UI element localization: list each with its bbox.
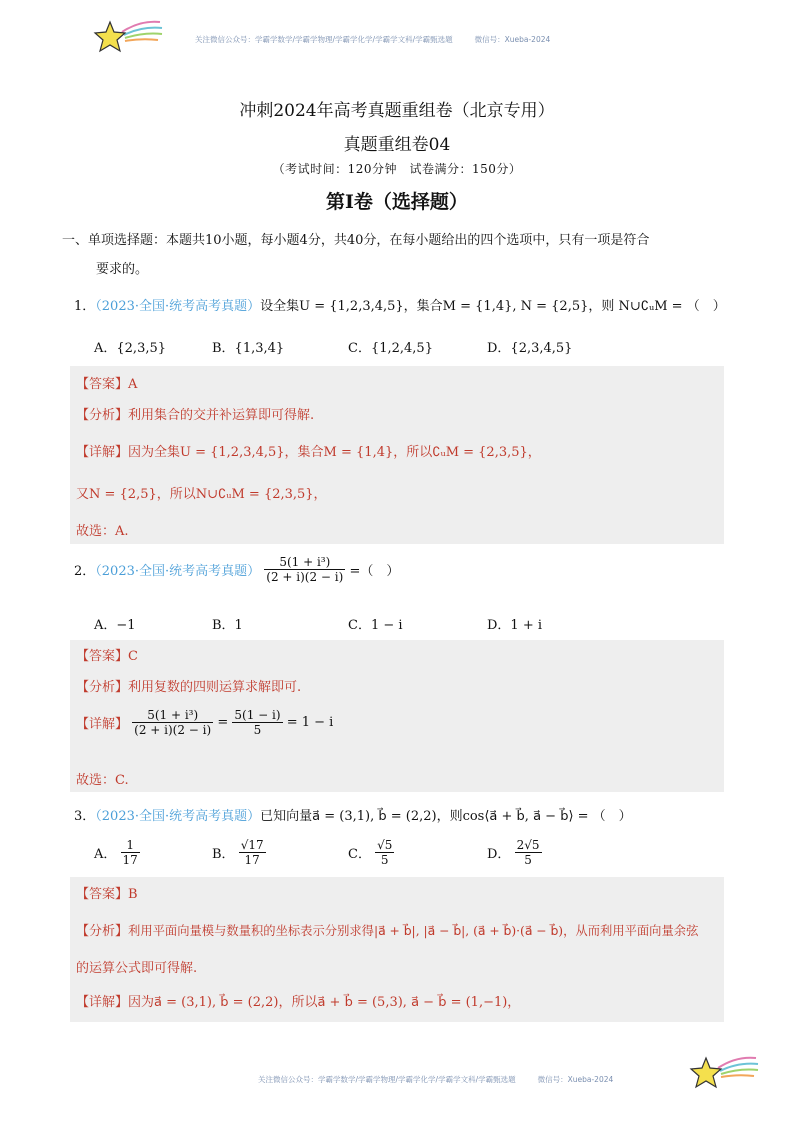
- conclusion-text: 故选：A.: [76, 524, 129, 539]
- instructions-line2: 要求的。: [96, 262, 149, 277]
- option-label: B．: [212, 847, 235, 862]
- answer-label: 【答案】: [76, 377, 129, 392]
- question-1: [74, 295, 726, 314]
- analysis-text: 利用集合的交并补运算即可得解.: [128, 408, 315, 423]
- option-d[interactable]: D．1 + i: [487, 618, 543, 633]
- detail-line: [76, 708, 333, 737]
- section-heading: 第I卷（选择题）: [326, 191, 468, 213]
- detail-line: [76, 991, 520, 1010]
- option-label: A．: [94, 847, 117, 862]
- option-a[interactable]: A．−1: [94, 618, 136, 633]
- fraction: [515, 838, 542, 867]
- star-logo-icon: [688, 1052, 760, 1094]
- conclusion-text: 故选：C.: [76, 773, 129, 788]
- fraction-numerator: √17: [240, 838, 264, 852]
- fraction-denominator: 5: [253, 723, 262, 737]
- fraction-denominator: 5: [380, 853, 389, 867]
- question-stem: 已知向量a⃗ = (3,1), b⃗ = (2,2)，则cos⟨a⃗ + b⃗, a⃗ − b⃗⟩ = （ ）: [260, 809, 632, 824]
- question-stem: 设全集U = {1,2,3,4,5}，集合M = {1,4}, N = {2,5}，则 N∪∁ᵤM = （ ）: [260, 299, 726, 314]
- detail-line: [76, 441, 541, 460]
- footer-text: 关注微信公众号：学霸学数学/学霸学物理/学霸学化学/学霸学文科/学霸甄选题: [258, 1075, 516, 1084]
- header-banner: [195, 34, 550, 45]
- question-source: （2023·全国·统考高考真题）: [95, 564, 261, 579]
- fraction-denominator: 17: [244, 853, 260, 867]
- fraction-numerator: √5: [377, 838, 393, 852]
- question-number: 2．: [74, 564, 96, 579]
- option-c[interactable]: C．{1,2,4,5}: [348, 341, 433, 356]
- answer-label: 【答案】: [76, 887, 129, 902]
- analysis-line: [76, 920, 698, 939]
- question-number: 3．: [74, 809, 96, 824]
- detail-label: 【详解】: [76, 995, 129, 1010]
- answer-value: C: [128, 649, 138, 664]
- answer-line: [76, 883, 138, 902]
- analysis-text-2: 的运算公式即可得解.: [76, 961, 198, 976]
- fraction-denominator: 5: [524, 853, 532, 867]
- option-b[interactable]: B．1: [212, 618, 243, 633]
- detail-label: 【详解】: [76, 717, 129, 732]
- question-source: （2023·全国·统考高考真题）: [95, 299, 261, 314]
- detail-text: 因为全集U = {1,2,3,4,5}，集合M = {1,4}，所以∁ᵤM = {2,3,5}，: [128, 445, 541, 460]
- answer-value: A: [128, 377, 138, 392]
- fraction-denominator: (2 + i)(2 − i): [266, 570, 344, 584]
- equals-sign: =: [217, 715, 229, 730]
- question-3: [74, 805, 632, 824]
- fraction-numerator: 1: [121, 838, 140, 853]
- detail-text: 因为a⃗ = (3,1), b⃗ = (2,2)，所以a⃗ + b⃗ = (5,3), a⃗ − b⃗ = (1,−1)，: [128, 995, 521, 1010]
- answer-line: [76, 373, 137, 392]
- option-d[interactable]: D．{2,3,4,5}: [487, 341, 573, 356]
- analysis-line: [76, 676, 301, 695]
- option-c[interactable]: [348, 838, 394, 867]
- question-2: [74, 555, 399, 584]
- detail-label: 【详解】: [76, 445, 129, 460]
- conclusion-line: [76, 520, 129, 539]
- star-logo-icon: [92, 16, 164, 58]
- exam-meta: （考试时间：120分钟 试卷满分：150分）: [272, 162, 522, 176]
- analysis-label: 【分析】: [76, 680, 129, 695]
- fraction: [375, 838, 394, 867]
- option-b[interactable]: [212, 838, 266, 867]
- fraction: [239, 838, 266, 867]
- option-a[interactable]: [94, 838, 140, 867]
- header-text: 关注微信公众号：学霸学数学/学霸学物理/学霸学化学/学霸学文科/学霸甄选题: [195, 35, 453, 44]
- analysis-line-2: [76, 957, 197, 976]
- option-d[interactable]: [487, 838, 542, 867]
- fraction: [264, 555, 345, 584]
- fraction-numerator: 5(1 + i³): [132, 708, 213, 723]
- fraction: [232, 708, 282, 737]
- header-wechat: 微信号：Xueba-2024: [474, 35, 551, 44]
- footer-banner: [258, 1074, 613, 1085]
- option-a[interactable]: A．{2,3,5}: [94, 341, 167, 356]
- option-c[interactable]: C．1 − i: [348, 618, 403, 633]
- analysis-label: 【分析】: [76, 924, 129, 939]
- fraction-denominator: (2 + i)(2 − i): [134, 723, 212, 737]
- page-title: 冲刺2024年高考真题重组卷（北京专用）: [239, 101, 555, 121]
- instructions-line1: 一、单项选择题：本题共10小题，每小题4分，共40分，在每小题给出的四个选项中，只有一项是符合: [62, 233, 650, 248]
- conclusion-line: [76, 769, 129, 788]
- fraction-numerator: 2√5: [516, 838, 540, 852]
- analysis-text: 利用平面向量模与数量积的坐标表示分别求得|a⃗ + b⃗|, |a⃗ − b⃗|, (a⃗ + b⃗)·(a⃗ − b⃗)，从而利用平面向量余弦: [128, 924, 699, 938]
- fraction-numerator: 5(1 + i³): [264, 555, 345, 570]
- analysis-label: 【分析】: [76, 408, 129, 423]
- answer-value: B: [128, 887, 138, 902]
- answer-label: 【答案】: [76, 649, 129, 664]
- fraction: [132, 708, 213, 737]
- option-label: D．: [487, 847, 511, 862]
- option-b[interactable]: B．{1,3,4}: [212, 341, 285, 356]
- question-tail: =（ ）: [349, 564, 400, 579]
- detail-line-2: [76, 483, 327, 502]
- page-subtitle: 真题重组卷04: [343, 135, 451, 155]
- detail-text-2: 又N = {2,5}，所以N∪∁ᵤM = {2,3,5}，: [76, 487, 327, 502]
- analysis-text: 利用复数的四则运算求解即可.: [128, 680, 302, 695]
- footer-wechat: 微信号：Xueba-2024: [537, 1075, 614, 1084]
- answer-line: [76, 645, 138, 664]
- option-label: C．: [348, 847, 371, 862]
- fraction: [121, 838, 140, 867]
- fraction-numerator: 5(1 − i): [234, 708, 281, 722]
- fraction-denominator: 17: [122, 853, 138, 867]
- question-source: （2023·全国·统考高考真题）: [95, 809, 261, 824]
- detail-tail: = 1 − i: [286, 715, 334, 730]
- question-number: 1．: [74, 299, 96, 314]
- analysis-line: [76, 404, 314, 423]
